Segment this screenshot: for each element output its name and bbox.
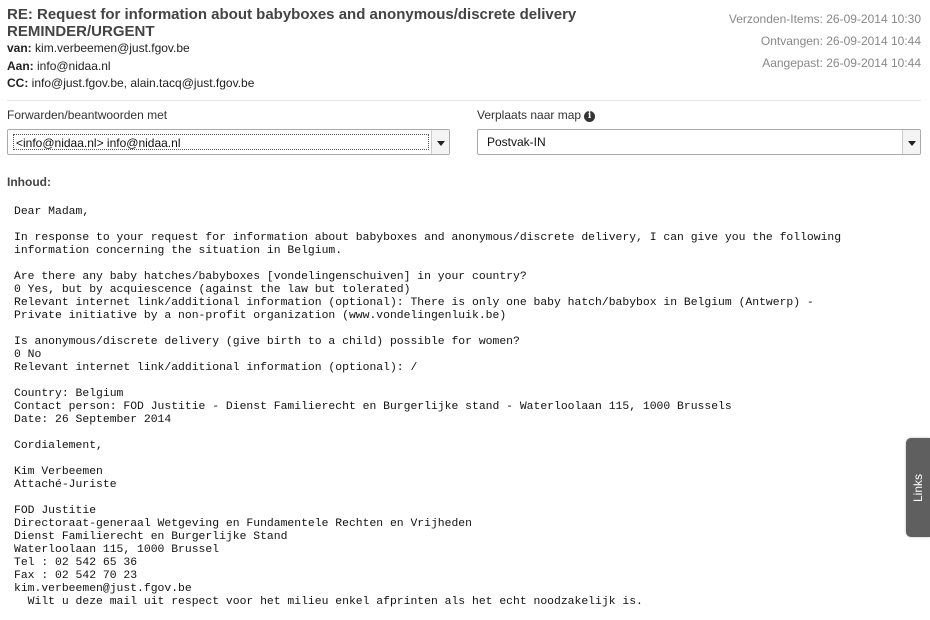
message-subject: RE: Request for information about babyboxes and anonymous/discrete delivery REMINDER/URGENT <box>7 6 577 40</box>
move-label-wrap <box>477 108 595 122</box>
cc-addresses: info@just.fgov.be, alain.tacq@just.fgov.be <box>31 76 255 90</box>
forward-select[interactable] <box>7 129 450 155</box>
move-label: Verplaats naar map <box>477 108 582 122</box>
links-tab[interactable] <box>906 438 930 537</box>
modified-date: Aangepast: 26-09-2014 10:44 <box>762 56 921 70</box>
content-label: Inhoud: <box>7 175 51 189</box>
info-icon[interactable]: i <box>584 111 595 122</box>
to-label: Aan: <box>7 58 34 73</box>
forward-select-value: <info@nidaa.nl> info@nidaa.nl <box>13 134 429 150</box>
from-line <box>7 40 727 58</box>
from-address: kim.verbeemen@just.fgov.be <box>35 41 190 55</box>
message-dates <box>729 8 921 74</box>
to-line <box>7 58 727 76</box>
header-divider <box>7 100 921 101</box>
move-folder-select[interactable] <box>477 129 921 155</box>
message-header <box>7 6 727 93</box>
cc-line <box>7 75 727 93</box>
message-body: Dear Madam, In response to your request for information about babyboxes and anonymous/discrete delivery, I can give you the following information concerning the situation in Belgium. Are there any baby hatches/babyboxes [vondelingenschuiven] in your country? 0 Yes, but by acquiescence (against the law but tolerated) Relevant internet link/additional information (optional): There is only one baby hatch/babybox in Belgium (Antwerp) - Private initiative by a non-profit organization (www.vondelingenluik.be) Is anonymous/discrete delivery (give birth to a child) possible for women? 0 No Relevant internet link/additional information (optional): / Country: Belgium Contact person: FOD Justitie - Dienst Familierecht en Burgerlijke stand - Waterloolaan 115, 1000 Brussels Date: 26 September 2014 Cordialement, Kim Verbeemen Attaché-Juriste FOD Justitie Directoraat-generaal Wetgeving en Fundamentele Rechten en Vrijheden Dienst Familierecht en Burgerlijke Stand Waterloolaan 115, 1000 Brussel Tel : 02 542 65 36 Fax : 02 542 70 23 kim.verbeemen@just.fgov.be Wilt u deze mail uit respect voor het milieu enkel afprinten als het echt noodzakelijk is. <box>14 206 842 608</box>
forward-label: Forwarden/beantwoorden met <box>7 108 168 122</box>
received-date: Ontvangen: 26-09-2014 10:44 <box>760 34 921 48</box>
from-label: van: <box>7 41 32 55</box>
cc-label: CC: <box>7 76 29 90</box>
sent-date: Verzonden-Items: 26-09-2014 10:30 <box>728 12 921 26</box>
chevron-down-icon[interactable] <box>902 130 920 154</box>
chevron-down-icon[interactable] <box>431 130 449 154</box>
to-address: info@nidaa.nl <box>37 58 111 73</box>
move-folder-value: Postvak-IN <box>487 135 546 149</box>
links-tab-label: Links <box>911 473 925 502</box>
